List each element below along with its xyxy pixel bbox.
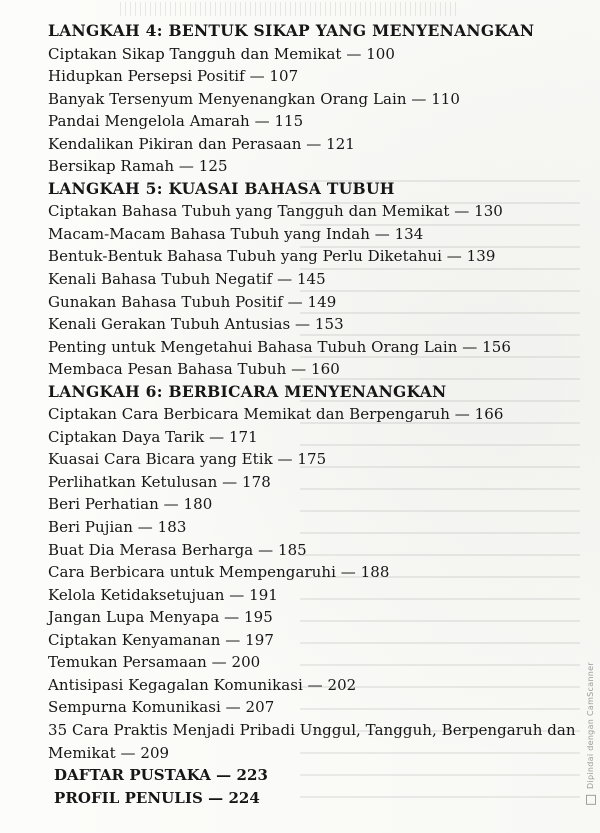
toc-entry: Sempurna Komunikasi — 207 bbox=[48, 698, 275, 717]
toc-entry: Membaca Pesan Bahasa Tubuh — 160 bbox=[48, 360, 340, 379]
toc-entry: Jangan Lupa Menyapa — 195 bbox=[48, 608, 273, 627]
section-heading-langkah-5: LANGKAH 5: KUASAI BAHASA TUBUH bbox=[48, 178, 395, 198]
toc-entry: Cara Berbicara untuk Mempengaruhi — 188 bbox=[48, 563, 390, 582]
toc-entry: Bersikap Ramah — 125 bbox=[48, 157, 228, 176]
toc-entry: Kuasai Cara Bicara yang Etik — 175 bbox=[48, 450, 327, 469]
toc-entry: Bentuk-Bentuk Bahasa Tubuh yang Perlu Diketahui — 139 bbox=[48, 247, 496, 266]
toc-entry: Macam-Macam Bahasa Tubuh yang Indah — 134 bbox=[48, 224, 424, 243]
toc-entry: Beri Perhatian — 180 bbox=[48, 495, 213, 514]
table-of-contents bbox=[48, 20, 576, 809]
toc-entry: Kelola Ketidaksetujuan — 191 bbox=[48, 585, 278, 604]
toc-entry: Temukan Persamaan — 200 bbox=[48, 653, 261, 672]
camscanner-logo-icon bbox=[586, 795, 596, 805]
toc-entry: Ciptakan Bahasa Tubuh yang Tangguh dan Memikat — 130 bbox=[48, 202, 503, 221]
toc-entry: Ciptakan Cara Berbicara Memikat dan Berpengaruh — 166 bbox=[48, 405, 504, 424]
scan-noise bbox=[120, 2, 460, 16]
toc-entry: Antisipasi Kegagalan Komunikasi — 202 bbox=[48, 675, 357, 694]
toc-entry: Ciptakan Daya Tarik — 171 bbox=[48, 427, 258, 446]
toc-entry: Ciptakan Kenyamanan — 197 bbox=[48, 630, 274, 649]
back-matter-author-profile: PROFIL PENULIS — 224 bbox=[54, 788, 260, 807]
toc-entry: Kenali Bahasa Tubuh Negatif — 145 bbox=[48, 270, 326, 289]
section-heading-langkah-6: LANGKAH 6: BERBICARA MENYENANGKAN bbox=[48, 381, 447, 401]
section-heading-langkah-4: LANGKAH 4: BENTUK SIKAP YANG MENYENANGKAN bbox=[48, 21, 535, 40]
toc-entry: Beri Pujian — 183 bbox=[48, 518, 187, 537]
toc-entry: Kenali Gerakan Tubuh Antusias — 153 bbox=[48, 315, 344, 334]
scanner-watermark bbox=[586, 662, 596, 805]
toc-entry: Gunakan Bahasa Tubuh Positif — 149 bbox=[48, 292, 337, 311]
toc-entry: Hidupkan Persepsi Positif — 107 bbox=[48, 67, 299, 86]
toc-entry: Banyak Tersenyum Menyenangkan Orang Lain — 110 bbox=[48, 89, 460, 108]
toc-entry-closing-line-1: 35 Cara Praktis Menjadi Pribadi Unggul, Tangguh, Berpengaruh dan bbox=[48, 720, 576, 739]
toc-entry: Penting untuk Mengetahui Bahasa Tubuh Orang Lain — 156 bbox=[48, 337, 511, 356]
scanner-watermark-text: Dipindai dengan CamScanner bbox=[586, 662, 595, 790]
toc-entry: Kendalikan Pikiran dan Perasaan — 121 bbox=[48, 134, 355, 153]
toc-entry: Ciptakan Sikap Tangguh dan Memikat — 100 bbox=[48, 44, 395, 63]
back-matter-bibliography: DAFTAR PUSTAKA — 223 bbox=[54, 766, 268, 785]
toc-entry: Perlihatkan Ketulusan — 178 bbox=[48, 472, 271, 491]
toc-entry: Buat Dia Merasa Berharga — 185 bbox=[48, 540, 307, 559]
toc-entry: Pandai Mengelola Amarah — 115 bbox=[48, 112, 304, 131]
toc-entry-closing-line-2: Memikat — 209 bbox=[48, 743, 170, 762]
